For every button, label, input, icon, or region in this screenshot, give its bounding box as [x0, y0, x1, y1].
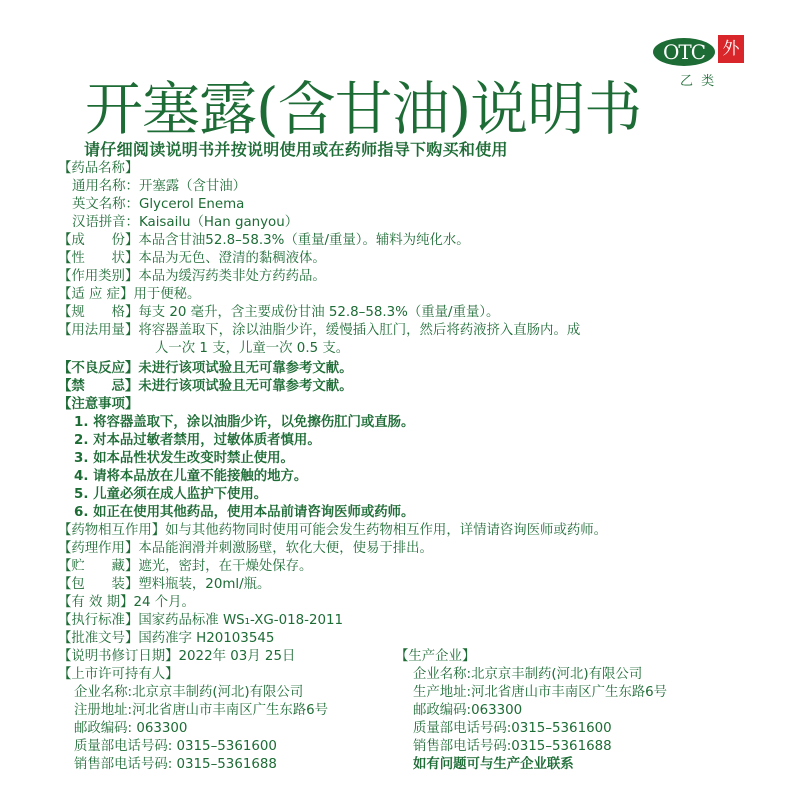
- dosage-label: 【用法用量】: [58, 323, 139, 338]
- adverse-text: 未进行该项试验且无可靠参考文献。: [138, 361, 353, 376]
- precaution-item: 2. 对本品过敏者禁用，过敏体质者慎用。: [74, 433, 321, 448]
- precautions-heading: 【注意事项】: [58, 397, 139, 412]
- otc-badge: OTC: [653, 38, 715, 66]
- storage-label: 【贮 藏】: [58, 559, 139, 574]
- shelf-life-label: 【有 效 期】: [58, 595, 134, 610]
- dosage-row: [58, 322, 580, 339]
- generic-name: 通用名称：开塞露（含甘油）: [72, 179, 247, 194]
- contraindications-label: 【禁 忌】: [58, 379, 139, 394]
- holder-line: 邮政编码: 063300: [74, 721, 188, 736]
- external-use-badge: 外: [718, 35, 744, 63]
- revision-text: 2022年 03月 25日: [178, 649, 296, 664]
- category-label: 【作用类别】: [58, 269, 139, 284]
- composition-label: 【成 份】: [58, 233, 139, 248]
- interactions-label: 【药物相互作用】: [58, 523, 166, 538]
- description-row: [58, 250, 326, 267]
- precaution-item: 6. 如正在使用其他药品，使用本品前请咨询医师或药师。: [74, 505, 415, 520]
- contraindications-row: [58, 378, 353, 395]
- document-subtitle: 请仔细阅读说明书并按说明使用或在药师指导下购买和使用: [84, 140, 508, 159]
- approval-row: [58, 630, 274, 647]
- document-title: 开塞露(含甘油)说明书: [85, 75, 642, 143]
- pinyin-name: 汉语拼音：Kaisailu（Han ganyou）: [72, 215, 299, 230]
- adverse-label: 【不良反应】: [58, 361, 139, 376]
- holder-line: 注册地址:河北省唐山市丰南区广生东路6号: [74, 703, 329, 718]
- composition-row: [58, 232, 470, 249]
- interactions-row: [58, 522, 607, 539]
- composition-text: 本品含甘油52.8–58.3%（重量/重量）。辅料为纯化水。: [138, 233, 470, 248]
- holder-line: 企业名称:北京京丰制药(河北)有限公司: [74, 685, 304, 700]
- revision-row: [58, 648, 295, 665]
- holder-line: 质量部电话号码: 0315–5361600: [74, 739, 277, 754]
- standard-row: [58, 612, 343, 629]
- category-text: 本品为缓泻药类非处方药药品。: [138, 269, 326, 284]
- precaution-item: 1. 将容器盖取下，涂以油脂少许，以免擦伤肛门或直肠。: [74, 415, 415, 430]
- specification-label: 【规 格】: [58, 305, 139, 320]
- manufacturer-heading: 【生产企业】: [395, 649, 476, 664]
- pharmacology-text: 本品能润滑并刺激肠壁，软化大便，使易于排出。: [138, 541, 433, 556]
- drug-name-heading: 【药品名称】: [58, 161, 139, 176]
- dosage-text-continued: 人一次 1 支，儿童一次 0.5 支。: [155, 341, 350, 356]
- precaution-item: 4. 请将本品放在儿童不能接触的地方。: [74, 469, 308, 484]
- dosage-text: 将容器盖取下，涂以油脂少许，缓慢插入肛门，然后将药液挤入直肠内。成: [138, 323, 581, 338]
- otc-category-label: 乙 类: [680, 74, 717, 89]
- contraindications-text: 未进行该项试验且无可靠参考文献。: [138, 379, 353, 394]
- approval-label: 【批准文号】: [58, 631, 139, 646]
- manufacturer-line: 质量部电话号码:0315–5361600: [413, 721, 612, 736]
- package-label: 【包 装】: [58, 577, 139, 592]
- specification-row: [58, 304, 499, 321]
- shelf-life-row: [58, 594, 195, 611]
- storage-row: [58, 558, 312, 575]
- pharmacology-row: [58, 540, 433, 557]
- holder-line: 销售部电话号码: 0315–5361688: [74, 757, 277, 772]
- manufacturer-line: 企业名称:北京京丰制药(河北)有限公司: [413, 667, 643, 682]
- indications-row: [58, 286, 200, 303]
- manufacturer-contact-note: 如有问题可与生产企业联系: [413, 757, 574, 772]
- manufacturer-line: 销售部电话号码:0315–5361688: [413, 739, 612, 754]
- storage-text: 遮光，密封，在干燥处保存。: [138, 559, 313, 574]
- precaution-item: 3. 如本品性状发生改变时禁止使用。: [74, 451, 294, 466]
- category-row: [58, 268, 326, 285]
- package-row: [58, 576, 270, 593]
- interactions-text: 如与其他药物同时使用可能会发生药物相互作用，详情请咨询医师或药师。: [165, 523, 608, 538]
- description-label: 【性 状】: [58, 251, 139, 266]
- adverse-row: [58, 360, 353, 377]
- manufacturer-line: 生产地址:河北省唐山市丰南区广生东路6号: [413, 685, 668, 700]
- manufacturer-line: 邮政编码:063300: [413, 703, 523, 718]
- pharmacology-label: 【药理作用】: [58, 541, 139, 556]
- holder-heading: 【上市许可持有人】: [58, 667, 179, 682]
- indications-label: 【适 应 症】: [58, 287, 134, 302]
- indications-text: 用于便秘。: [133, 287, 201, 302]
- specification-text: 每支 20 毫升，含主要成份甘油 52.8–58.3%（重量/重量）。: [138, 305, 500, 320]
- package-text: 塑料瓶装，20ml/瓶。: [138, 577, 271, 592]
- standard-text: 国家药品标准 WS₁-XG-018-2011: [138, 613, 344, 628]
- description-text: 本品为无色、澄清的黏稠液体。: [138, 251, 326, 266]
- revision-label: 【说明书修订日期】: [58, 649, 179, 664]
- precaution-item: 5. 儿童必须在成人监护下使用。: [74, 487, 268, 502]
- shelf-life-text: 24 个月。: [133, 595, 195, 610]
- approval-text: 国药准字 H20103545: [138, 631, 275, 646]
- english-name: 英文名称：Glycerol Enema: [72, 197, 245, 212]
- standard-label: 【执行标准】: [58, 613, 139, 628]
